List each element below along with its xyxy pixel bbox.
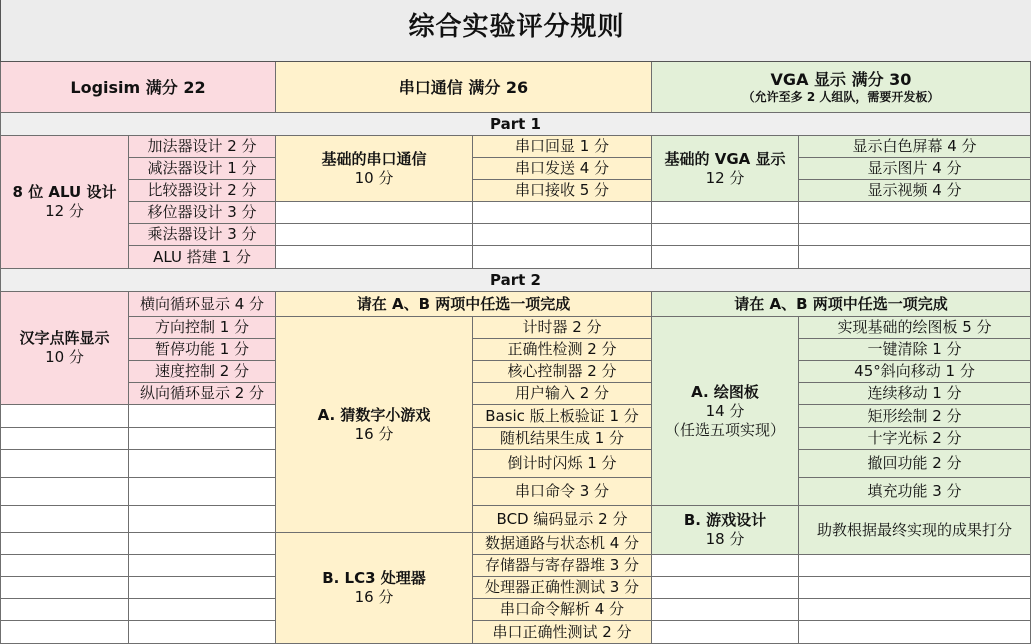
part1-label: Part 1 bbox=[490, 114, 541, 133]
empty-cell bbox=[129, 428, 276, 450]
header-vga-note: （允许至多 2 人组队，需要开发板） bbox=[742, 89, 940, 104]
hanzi-name: 汉字点阵显示 bbox=[19, 329, 110, 347]
guess-item bbox=[473, 428, 652, 450]
drawing-item bbox=[799, 339, 1031, 361]
drawing-board-name: A. 绘图板 bbox=[691, 382, 759, 401]
drawing-board-block bbox=[652, 317, 799, 506]
title-bar bbox=[0, 0, 1031, 62]
alu-item-text: ALU 搭建 1 分 bbox=[153, 247, 251, 266]
serial-item-text: 串口回显 1 分 bbox=[514, 137, 610, 155]
page-title: 综合实验评分规则 bbox=[408, 12, 625, 42]
drawing-item bbox=[799, 361, 1031, 383]
guess-item-text: 随机结果生成 1 分 bbox=[499, 429, 625, 447]
lc3-item-text: 串口命令解析 4 分 bbox=[499, 600, 625, 618]
lc3-score: 16 分 bbox=[354, 588, 394, 606]
vga-choice-header bbox=[652, 292, 1031, 317]
empty-cell bbox=[129, 599, 276, 621]
empty-cell bbox=[799, 577, 1031, 599]
game-design-score: 18 分 bbox=[705, 530, 745, 548]
alu-score: 12 分 bbox=[45, 202, 84, 220]
empty-cell bbox=[799, 224, 1031, 246]
game-design-block bbox=[652, 506, 799, 555]
guess-item-text: BCD 编码显示 2 分 bbox=[496, 509, 628, 528]
hanzi-item bbox=[129, 317, 276, 339]
alu-item bbox=[129, 246, 276, 269]
drawing-item bbox=[799, 383, 1031, 405]
lc3-item bbox=[473, 621, 652, 644]
empty-cell bbox=[276, 246, 473, 269]
alu-item bbox=[129, 136, 276, 158]
guess-item bbox=[473, 361, 652, 383]
part2-bar bbox=[0, 269, 1031, 292]
lc3-name: B. LC3 处理器 bbox=[322, 569, 426, 587]
hanzi-item-text: 暂停功能 1 分 bbox=[154, 340, 250, 358]
vga-item-text: 显示视频 4 分 bbox=[867, 181, 962, 199]
header-vga-label: VGA 显示 满分 30 bbox=[770, 69, 912, 89]
serial-item bbox=[473, 180, 652, 202]
hanzi-item bbox=[129, 292, 276, 317]
lc3-item-text: 处理器正确性测试 3 分 bbox=[484, 578, 640, 596]
lc3-item bbox=[473, 533, 652, 555]
empty-cell bbox=[129, 577, 276, 599]
serial-basic-score: 10 分 bbox=[354, 168, 394, 187]
empty-cell bbox=[799, 599, 1031, 621]
empty-cell bbox=[799, 555, 1031, 577]
header-serial-label: 串口通信 满分 26 bbox=[398, 77, 529, 97]
guess-game-block bbox=[276, 317, 473, 533]
serial-choice-text: 请在 A、B 两项中任选一项完成 bbox=[356, 294, 571, 313]
vga-item bbox=[799, 158, 1031, 180]
empty-cell bbox=[129, 555, 276, 577]
empty-cell bbox=[652, 577, 799, 599]
lc3-item bbox=[473, 599, 652, 621]
empty-cell bbox=[0, 405, 129, 428]
empty-cell bbox=[799, 202, 1031, 224]
empty-cell bbox=[0, 533, 129, 555]
lc3-item bbox=[473, 555, 652, 577]
lc3-item-text: 串口正确性测试 2 分 bbox=[492, 622, 632, 641]
hanzi-item-text: 横向循环显示 4 分 bbox=[139, 294, 265, 313]
empty-cell bbox=[129, 506, 276, 533]
empty-cell bbox=[652, 621, 799, 644]
drawing-item-text: 撤回功能 2 分 bbox=[867, 454, 962, 472]
vga-item bbox=[799, 136, 1031, 158]
alu-item bbox=[129, 180, 276, 202]
drawing-board-score: 14 分 bbox=[705, 401, 745, 420]
empty-cell bbox=[0, 478, 129, 506]
empty-cell bbox=[652, 224, 799, 246]
alu-item-text: 加法器设计 2 分 bbox=[147, 137, 257, 155]
empty-cell bbox=[652, 202, 799, 224]
guess-item-text: 用户输入 2 分 bbox=[514, 384, 610, 402]
serial-item bbox=[473, 136, 652, 158]
guess-item bbox=[473, 383, 652, 405]
alu-block bbox=[0, 136, 129, 269]
hanzi-score: 10 分 bbox=[45, 348, 84, 366]
serial-item-text: 串口接收 5 分 bbox=[514, 181, 610, 199]
lc3-block bbox=[276, 533, 473, 644]
drawing-item-text: 一键清除 1 分 bbox=[867, 340, 962, 358]
serial-basic-name: 基础的串口通信 bbox=[321, 149, 427, 168]
game-design-note: 助教根据最终实现的成果打分 bbox=[816, 520, 1012, 539]
hanzi-block bbox=[0, 292, 129, 405]
alu-item-text: 乘法器设计 3 分 bbox=[147, 225, 257, 243]
guess-item-text: 正确性检测 2 分 bbox=[507, 340, 617, 358]
hanzi-item bbox=[129, 339, 276, 361]
lc3-item-text: 存储器与寄存器堆 3 分 bbox=[484, 556, 640, 574]
hanzi-item bbox=[129, 361, 276, 383]
guess-item bbox=[473, 339, 652, 361]
drawing-item bbox=[799, 478, 1031, 506]
vga-basic-score: 12 分 bbox=[705, 168, 745, 187]
empty-cell bbox=[473, 202, 652, 224]
alu-name: 8 位 ALU 设计 bbox=[12, 183, 117, 201]
guess-game-score: 16 分 bbox=[354, 424, 394, 443]
part1-bar bbox=[0, 113, 1031, 136]
empty-cell bbox=[0, 599, 129, 621]
empty-cell bbox=[799, 246, 1031, 269]
drawing-item-text: 实现基础的绘图板 5 分 bbox=[837, 318, 992, 336]
hanzi-item-text: 方向控制 1 分 bbox=[154, 318, 250, 336]
guess-item-text: 计时器 2 分 bbox=[522, 318, 602, 336]
vga-choice-text: 请在 A、B 两项中任选一项完成 bbox=[734, 294, 948, 313]
empty-cell bbox=[276, 202, 473, 224]
guess-item bbox=[473, 506, 652, 533]
drawing-item-text: 十字光标 2 分 bbox=[867, 429, 962, 447]
empty-cell bbox=[0, 450, 129, 478]
empty-cell bbox=[129, 621, 276, 644]
drawing-item bbox=[799, 428, 1031, 450]
empty-cell bbox=[473, 224, 652, 246]
guess-item bbox=[473, 317, 652, 339]
header-logisim-label: Logisim 满分 22 bbox=[70, 77, 206, 97]
drawing-item-text: 填充功能 3 分 bbox=[867, 482, 962, 500]
alu-item bbox=[129, 158, 276, 180]
vga-item-text: 显示白色屏幕 4 分 bbox=[852, 137, 977, 155]
empty-cell bbox=[799, 621, 1031, 644]
alu-item bbox=[129, 224, 276, 246]
alu-item bbox=[129, 202, 276, 224]
serial-choice-header bbox=[276, 292, 652, 317]
guess-item bbox=[473, 478, 652, 506]
hanzi-item-text: 纵向循环显示 2 分 bbox=[139, 384, 265, 402]
guess-item-text: 串口命令 3 分 bbox=[514, 482, 610, 500]
game-design-name: B. 游戏设计 bbox=[683, 511, 767, 529]
alu-item-text: 移位器设计 3 分 bbox=[147, 203, 257, 221]
guess-item bbox=[473, 450, 652, 478]
drawing-item bbox=[799, 317, 1031, 339]
alu-item-text: 比较器设计 2 分 bbox=[147, 181, 257, 199]
header-serial bbox=[276, 62, 652, 113]
serial-item bbox=[473, 158, 652, 180]
empty-cell bbox=[652, 599, 799, 621]
drawing-item-text: 连续移动 1 分 bbox=[867, 384, 962, 402]
drawing-item bbox=[799, 450, 1031, 478]
alu-item-text: 减法器设计 1 分 bbox=[147, 159, 257, 177]
empty-cell bbox=[276, 224, 473, 246]
empty-cell bbox=[129, 405, 276, 428]
vga-basic-name: 基础的 VGA 显示 bbox=[664, 149, 786, 168]
header-logisim bbox=[0, 62, 276, 113]
drawing-item-text: 45°斜向移动 1 分 bbox=[854, 362, 975, 380]
serial-item-text: 串口发送 4 分 bbox=[514, 159, 610, 177]
hanzi-item-text: 速度控制 2 分 bbox=[154, 362, 250, 380]
game-design-note-cell bbox=[799, 506, 1031, 555]
vga-item-text: 显示图片 4 分 bbox=[867, 159, 962, 177]
empty-cell bbox=[129, 450, 276, 478]
vga-basic-block bbox=[652, 136, 799, 202]
serial-basic-block bbox=[276, 136, 473, 202]
guess-item bbox=[473, 405, 652, 428]
guess-item-text: 核心控制器 2 分 bbox=[507, 362, 617, 380]
lc3-item bbox=[473, 577, 652, 599]
empty-cell bbox=[0, 428, 129, 450]
hanzi-item bbox=[129, 383, 276, 405]
guess-item-text: 倒计时闪烁 1 分 bbox=[507, 454, 617, 472]
empty-cell bbox=[0, 506, 129, 533]
empty-cell bbox=[652, 555, 799, 577]
empty-cell bbox=[129, 478, 276, 506]
vga-item bbox=[799, 180, 1031, 202]
empty-cell bbox=[0, 555, 129, 577]
part2-label: Part 2 bbox=[490, 270, 541, 289]
drawing-item-text: 矩形绘制 2 分 bbox=[867, 406, 962, 425]
empty-cell bbox=[473, 246, 652, 269]
header-vga bbox=[652, 62, 1031, 113]
lc3-item-text: 数据通路与状态机 4 分 bbox=[484, 534, 640, 552]
empty-cell bbox=[129, 533, 276, 555]
guess-item-text: Basic 版上板验证 1 分 bbox=[485, 406, 639, 425]
empty-cell bbox=[652, 246, 799, 269]
drawing-item bbox=[799, 405, 1031, 428]
drawing-board-note: （任选五项实现） bbox=[664, 420, 785, 439]
empty-cell bbox=[0, 577, 129, 599]
empty-cell bbox=[0, 621, 129, 644]
guess-game-name: A. 猜数字小游戏 bbox=[317, 405, 431, 424]
